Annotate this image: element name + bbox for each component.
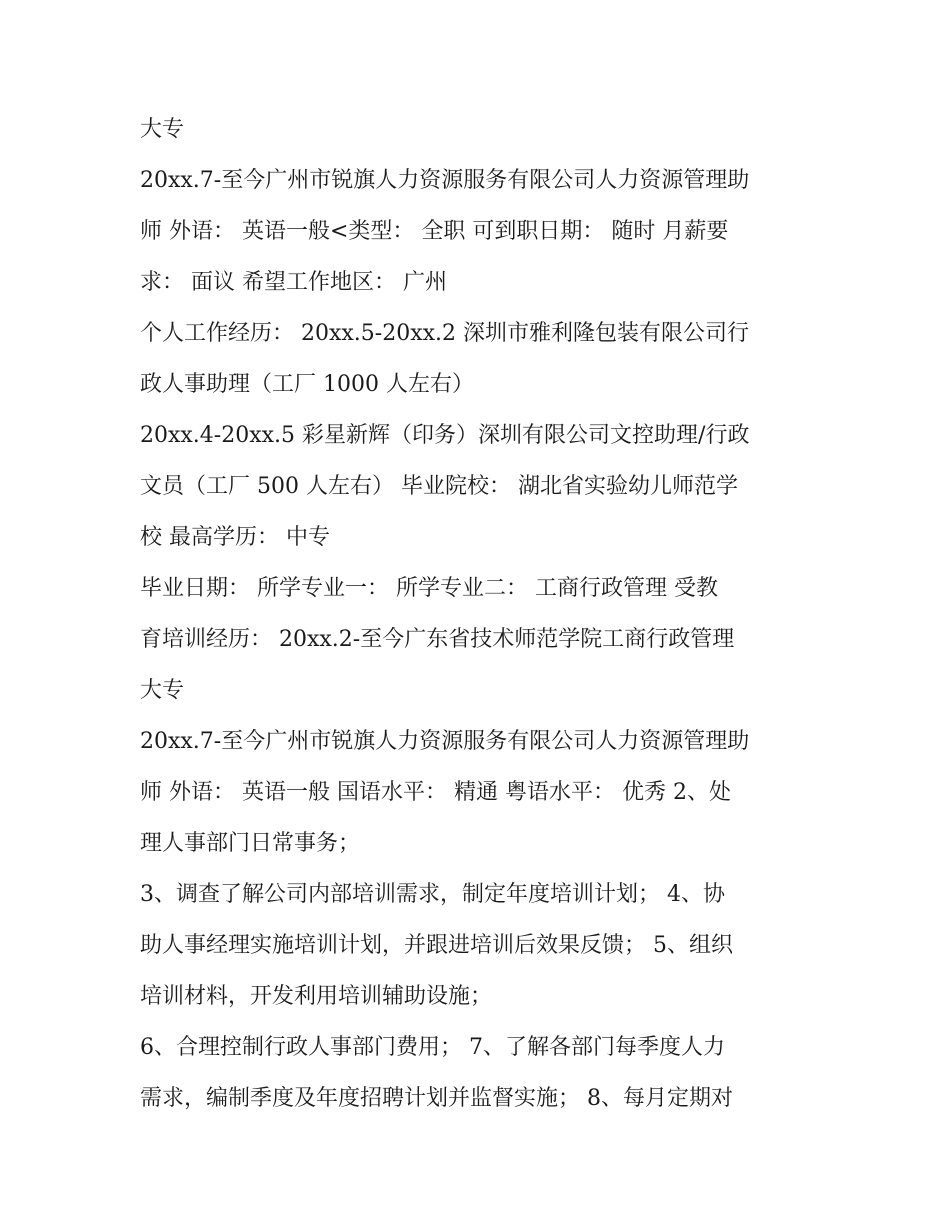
text-line: 20xx.7-至今广州市锐旗人力资源服务有限公司人力资源管理助 — [140, 729, 750, 754]
text-line: 校 最高学历： 中专 — [140, 525, 330, 550]
text-line: 大专 — [140, 117, 185, 142]
text-line: 20xx.4-20xx.5 彩星新辉（印务）深圳有限公司文控助理/行政 — [140, 423, 750, 448]
text-line: 师 外语： 英语一般<类型： 全职 可到职日期： 随时 月薪要 — [140, 219, 729, 244]
text-line: 20xx.7-至今广州市锐旗人力资源服务有限公司人力资源管理助 — [140, 168, 750, 193]
document-body — [140, 110, 820, 1130]
text-line: 助人事经理实施培训计划，并跟进培训后效果反馈； 5、组织 — [140, 933, 733, 958]
text-line: 师 外语： 英语一般 国语水平： 精通 粤语水平： 优秀 2、处 — [140, 780, 731, 805]
text-line: 培训材料，开发利用培训辅助设施； — [140, 984, 493, 1009]
text-line: 文员（工厂 500 人左右） 毕业院校： 湖北省实验幼儿师范学 — [140, 474, 738, 499]
text-line: 育培训经历： 20xx.2-至今广东省技术师范学院工商行政管理 — [140, 627, 735, 652]
text-line: 理人事部门日常事务； — [140, 831, 361, 856]
text-line: 求： 面议 希望工作地区： 广州 — [140, 270, 447, 295]
text-line: 个人工作经历： 20xx.5-20xx.2 深圳市雅利隆包装有限公司行 — [140, 321, 750, 346]
text-line: 3、调查了解公司内部培训需求，制定年度培训计划； 4、协 — [140, 882, 725, 907]
text-line: 毕业日期： 所学专业一： 所学专业二： 工商行政管理 受教 — [140, 576, 718, 601]
text-line: 大专 — [140, 678, 185, 703]
text-line: 政人事助理（工厂 1000 人左右） — [140, 372, 474, 397]
text-line: 6、合理控制行政人事部门费用； 7、了解各部门每季度人力 — [140, 1035, 725, 1060]
text-line: 需求，编制季度及年度招聘计划并监督实施； 8、每月定期对 — [140, 1086, 733, 1111]
